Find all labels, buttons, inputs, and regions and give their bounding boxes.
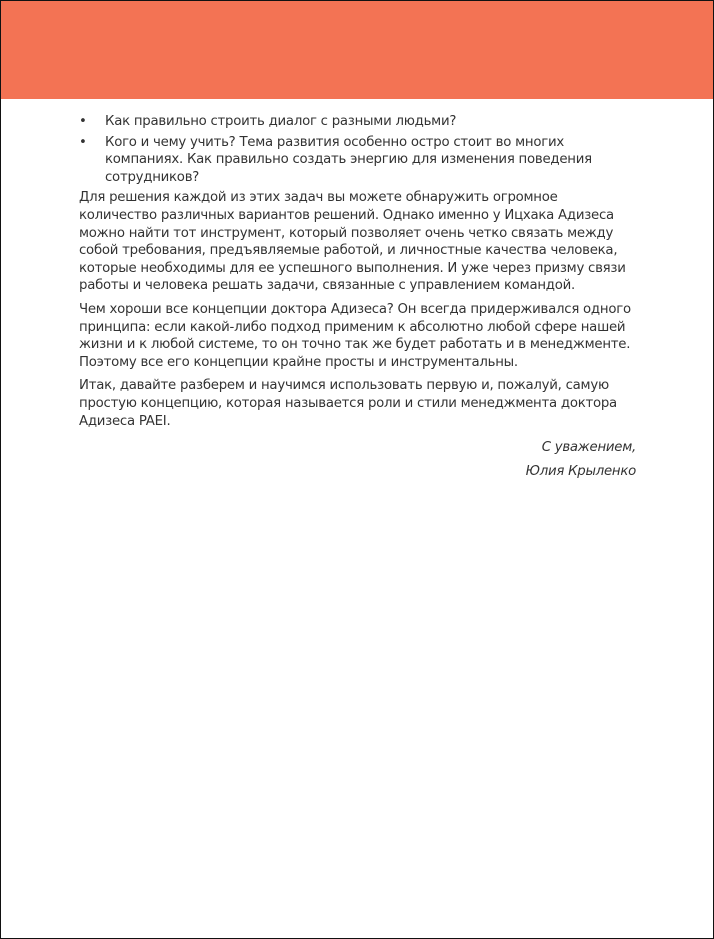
paragraph-text: Чем хороши все концепции доктора Адизеса? Он всегда придерживался одного принципа: если какой-либо подход применим к абсолютно любой сфере нашей жизни и к любой системе, то он точно так же будет работать и в менеджменте. Поэтому все его концепции крайне просты и инструментальны. — [79, 301, 631, 370]
list-item — [79, 113, 636, 131]
header-color-band — [1, 1, 713, 99]
signature-block — [79, 436, 636, 484]
body-paragraph — [79, 301, 636, 371]
signature-closing: С уважением, — [541, 440, 636, 456]
bullet-icon: • — [79, 134, 87, 150]
body-paragraph — [79, 377, 636, 430]
list-item — [79, 134, 636, 187]
list-item-text: Как правильно строить диалог с разными людьми? — [105, 114, 457, 129]
page-content — [79, 113, 636, 484]
signature-author: Юлия Крыленко — [525, 464, 636, 480]
list-item-text: Кого и чему учить? Тема развития особенно остро стоит во многих компаниях. Как правильно создать энергию для изменения поведения сотрудников? — [105, 134, 592, 185]
bullet-icon: • — [79, 114, 87, 129]
question-list — [79, 113, 636, 186]
paragraph-text: Для решения каждой из этих задач вы можете обнаружить огромное количество различных вариантов решений. Однако именно у Ицхака Адизеса можно найти тот инструмент, который позволяет очень четко связать между собой требования, предъявляемые работой, и личностные качества человека, которые необходимы для ее успешного выполнения. И уже через призму связи работы и человека решать задачи, связанные с управлением командой. — [79, 190, 626, 294]
paragraph-text: Итак, давайте разберем и научимся использовать первую и, пожалуй, самую простую концепцию, которая называется роли и стили менеджмента доктора Адизеса PAEI. — [79, 378, 617, 429]
body-paragraph — [79, 189, 636, 295]
